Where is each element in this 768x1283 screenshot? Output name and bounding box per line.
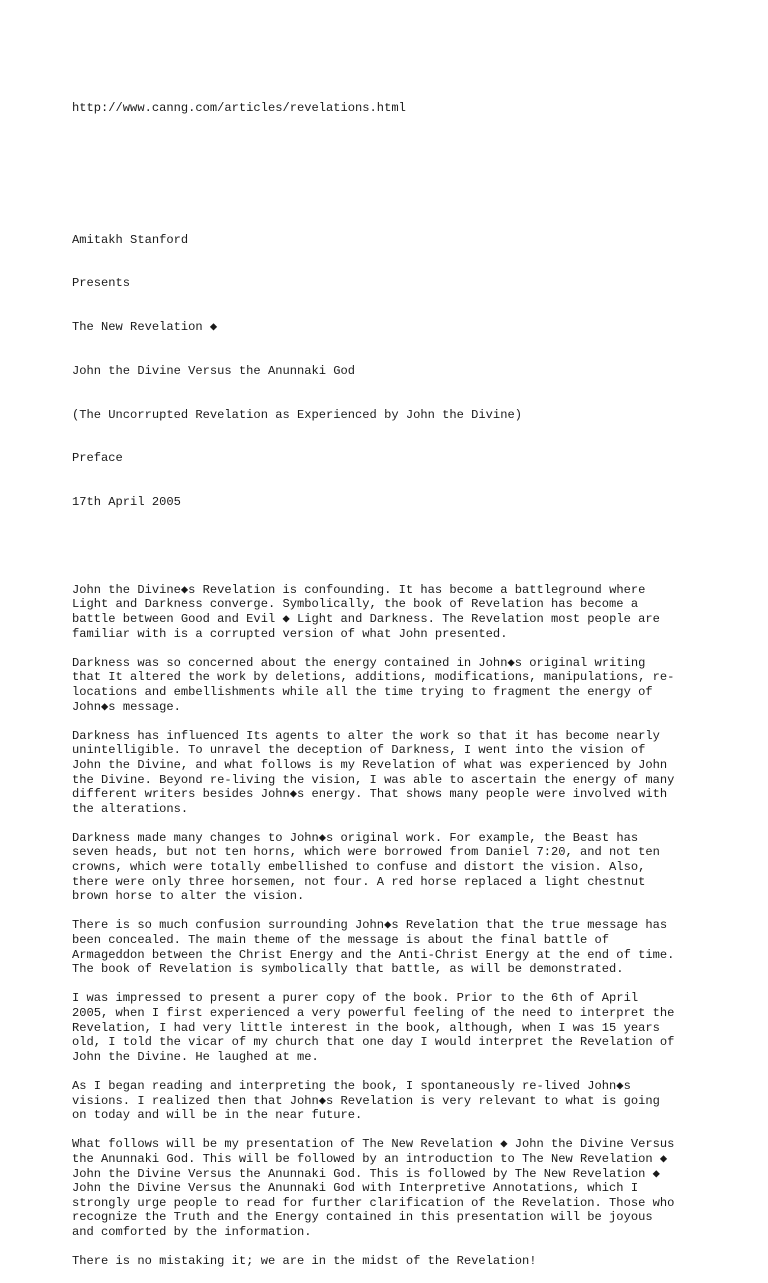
paragraph-spacer (72, 1123, 712, 1138)
paragraph-line: What follows will be my presentation of The New Revelation ◆ John the Divine Versus (72, 1137, 675, 1152)
title-block (72, 203, 712, 539)
paragraph-spacer (72, 641, 712, 656)
paragraph-line: John◆s message. (72, 699, 181, 714)
paragraph-line: crowns, which were totally embellished to confuse and distort the vision. Also, (72, 860, 646, 875)
paragraph-line: unintelligible. To unravel the deception of Darkness, I went into the vision of (72, 743, 646, 758)
paragraph-line: the Divine. Beyond re-living the vision, I was able to ascertain the energy of many (72, 772, 675, 787)
paragraph-line: Light and Darkness converge. Symbolically, the book of Revelation has become a (72, 597, 639, 612)
paragraph-line: recognize the Truth and the Energy contained in this presentation will be joyous (72, 1210, 653, 1225)
paragraph-line: John the Divine, and what follows is my Revelation of what was experienced by John (72, 757, 668, 772)
paragraph-line: brown horse to alter the vision. (72, 889, 305, 904)
paragraph-line: seven heads, but not ten horns, which were borrowed from Daniel 7:20, and not ten (72, 845, 660, 860)
paragraph-line: there were only three horsemen, not four. A red horse replaced a light chestnut (72, 874, 646, 889)
paragraph-spacer (72, 1240, 712, 1255)
author-name: Amitakh Stanford (72, 232, 189, 247)
paragraph-line: Armageddon between the Christ Energy and the Anti-Christ Energy at the end of time. (72, 947, 675, 962)
paragraph (72, 656, 712, 714)
paragraph-spacer (72, 714, 712, 729)
paragraph-line: the alterations. (72, 801, 189, 816)
paragraph-line: been concealed. The main theme of the message is about the final battle of (72, 933, 610, 948)
paragraph-line: different writers besides John◆s energy. That shows many people were involved with (72, 787, 668, 802)
document-date: 17th April 2005 (72, 495, 181, 510)
paragraph-line: John the Divine◆s Revelation is confounding. It has become a battleground where (72, 582, 646, 597)
paragraph (72, 991, 712, 1064)
paragraph-line: There is no mistaking it; we are in the midst of the Revelation! (72, 1254, 537, 1269)
paragraph-line: that It altered the work by deletions, additions, modifications, manipulations, re- (72, 670, 675, 685)
paragraph-line: There is so much confusion surrounding John◆s Revelation that the true message has (72, 918, 668, 933)
paragraph-line: on today and will be in the near future. (72, 1108, 363, 1123)
paragraph-line: I was impressed to present a purer copy of the book. Prior to the 6th of April (72, 991, 639, 1006)
paragraph-line: visions. I realized then that John◆s Revelation is very relevant to what is going (72, 1093, 660, 1108)
paragraph-line: battle between Good and Evil ◆ Light and Darkness. The Revelation most people are (72, 611, 660, 626)
document-subtitle-2: (The Uncorrupted Revelation as Experienced by John the Divine) (72, 407, 522, 422)
paragraph-line: The book of Revelation is symbolically that battle, as will be demonstrated. (72, 962, 624, 977)
paragraph-line: John the Divine Versus the Anunnaki God with Interpretive Annotations, which I (72, 1181, 639, 1196)
paragraph (72, 1079, 712, 1123)
section-label: Preface (72, 451, 123, 466)
paragraph-line: John the Divine Versus the Anunnaki God. This is followed by The New Revelation ◆ (72, 1166, 660, 1181)
paragraph (72, 831, 712, 904)
paragraph-line: John the Divine. He laughed at me. (72, 1049, 319, 1064)
paragraph-spacer (72, 1064, 712, 1079)
paragraph-line: the Anunnaki God. This will be followed by an introduction to The New Revelation ◆ (72, 1151, 668, 1166)
paragraph-spacer (72, 904, 712, 919)
paragraph (72, 1137, 712, 1239)
paragraph-line: Darkness was so concerned about the energy contained in John◆s original writing (72, 655, 646, 670)
paragraph-line: familiar with is a corrupted version of what John presented. (72, 626, 508, 641)
paragraph-line: Revelation, I had very little interest in the book, although, when I was 15 years (72, 1020, 660, 1035)
document-body (72, 72, 712, 1283)
paragraph-line: and comforted by the information. (72, 1224, 312, 1239)
paragraph-line: Darkness made many changes to John◆s original work. For example, the Beast has (72, 830, 639, 845)
paragraph (72, 583, 712, 641)
paragraph-line: strongly urge people to read for further clarification of the Revelation. Those who (72, 1195, 675, 1210)
paragraph-spacer (72, 977, 712, 992)
paragraph-spacer (72, 568, 712, 583)
preface-paragraphs (72, 568, 712, 1269)
spacer (72, 145, 712, 174)
paragraph (72, 918, 712, 976)
paragraph-line: Darkness has influenced Its agents to alter the work so that it has become nearly (72, 728, 660, 743)
paragraph-line: old, I told the vicar of my church that one day I would interpret the Revelation of (72, 1035, 675, 1050)
paragraph (72, 729, 712, 817)
paragraph-line: 2005, when I first experienced a very powerful feeling of the need to interpret the (72, 1006, 675, 1020)
document-subtitle: John the Divine Versus the Anunnaki God (72, 363, 356, 378)
paragraph-line: As I began reading and interpreting the book, I spontaneously re-lived John◆s (72, 1078, 631, 1093)
paragraph (72, 1254, 712, 1269)
presents-label: Presents (72, 276, 131, 291)
paragraph-spacer (72, 816, 712, 831)
source-url: http://www.canng.com/articles/revelations.html (72, 101, 406, 116)
document-title: The New Revelation ◆ (72, 320, 218, 335)
paragraph-line: locations and embellishments while all the time trying to fragment the energy of (72, 684, 653, 699)
